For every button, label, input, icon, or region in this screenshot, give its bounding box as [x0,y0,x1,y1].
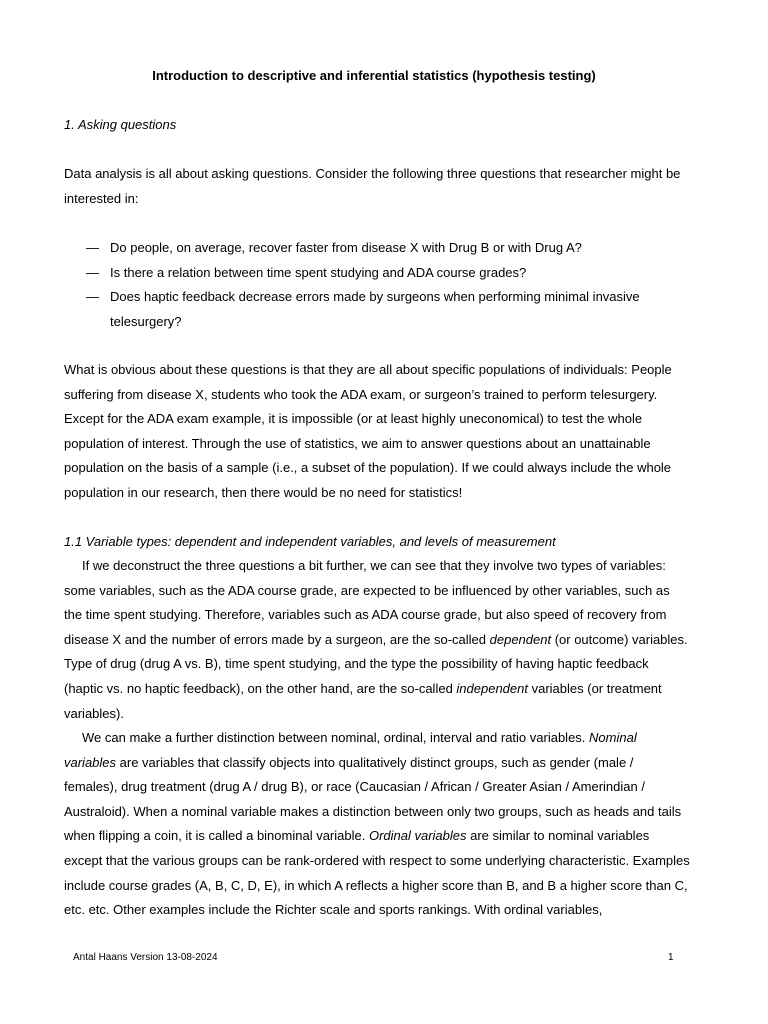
list-item [64,285,690,334]
emphasis-dependent: dependent [489,631,552,647]
footer-page-number: 1 [668,952,674,963]
subsection-heading: 1.1 Variable types: dependent and independent variables, and levels of measurement [64,534,556,549]
text-run: variables (or treatment variables). [64,680,662,721]
question-text: Does haptic feedback decrease errors made by surgeons when performing minimal invasive telesurgery? [110,289,640,329]
question-text: Do people, on average, recover faster from disease X with Drug B or with Drug A? [110,240,582,255]
text-run: If we deconstruct the three questions a bit further, we can see that they involve two types of variables: some variables, such as the ADA course grade, are expected to be influenced by other variables, such as the time spent studying. Therefore, variables such as ADA course grade, but also speed of recovery from disease X and the number of errors made by a surgeon, are the so-called [64,558,670,647]
intro-paragraph: Data analysis is all about asking questions. Consider the following three questions that researcher might be interested in: [64,166,681,206]
list-dash: — [86,240,99,255]
question-list [64,236,690,334]
list-item [64,261,690,286]
list-dash: — [86,264,99,280]
text-run: (or outcome) variables. Type of drug (drug A vs. B), time spent studying, and the type the possibility of having haptic feedback (haptic vs. no haptic feedback), on the other hand, are the so-called [64,631,688,696]
text-run: are variables that classify objects into qualitatively distinct groups, such as gender (male / females), drug treatment (drug A / drug B), or race (Caucasian / African / Greater Asian / Amerindian / Australoid). When a nominal variable makes a distinction between only two groups, such as heads and tails when flipping a coin, it is called a binominal variable. [64,754,682,844]
question-text: Is there a relation between time spent studying and ADA course grades? [110,264,527,280]
list-dash: — [86,289,99,305]
document-title: Introduction to descriptive and inferential statistics (hypothesis testing) [152,68,596,83]
paragraph-variable-types [64,554,690,726]
section-heading: 1. Asking questions [64,117,177,132]
emphasis-nominal: Nominal variables [64,730,637,770]
text-run: We can make a further distinction between nominal, ordinal, interval and ratio variables. [82,730,590,745]
emphasis-ordinal: Ordinal variables [368,828,467,844]
paragraph-populations: What is obvious about these questions is that they are all about specific populations of individuals: People suffering from disease X, students who took the ADA exam, or surgeon’s trained to perform telesurgery. Except for the ADA exam example, it is impossible (or at least highly uneconomical) to test the whole population of interest. Through the use of statistics, we aim to answer questions about an unattainable population on the basis of a sample (i.e., a subset of the population). If we could always include the whole population in our research, then there would be no need for statistics! [64,362,672,500]
text-run: are similar to nominal variables except that the various groups can be rank-ordered with respect to some underlying characteristic. Examples include course grades (A, B, C, D, E), in which A reflects a higher score than B, and B a higher score than C, etc. etc. Other examples include the Richter scale and sports rankings. With ordinal variables, [64,828,690,918]
emphasis-independent: independent [456,680,528,696]
paragraph-measurement-levels [64,726,690,923]
list-item [64,236,690,261]
footer-author-version: Antal Haans Version 13-08-2024 [73,952,218,963]
